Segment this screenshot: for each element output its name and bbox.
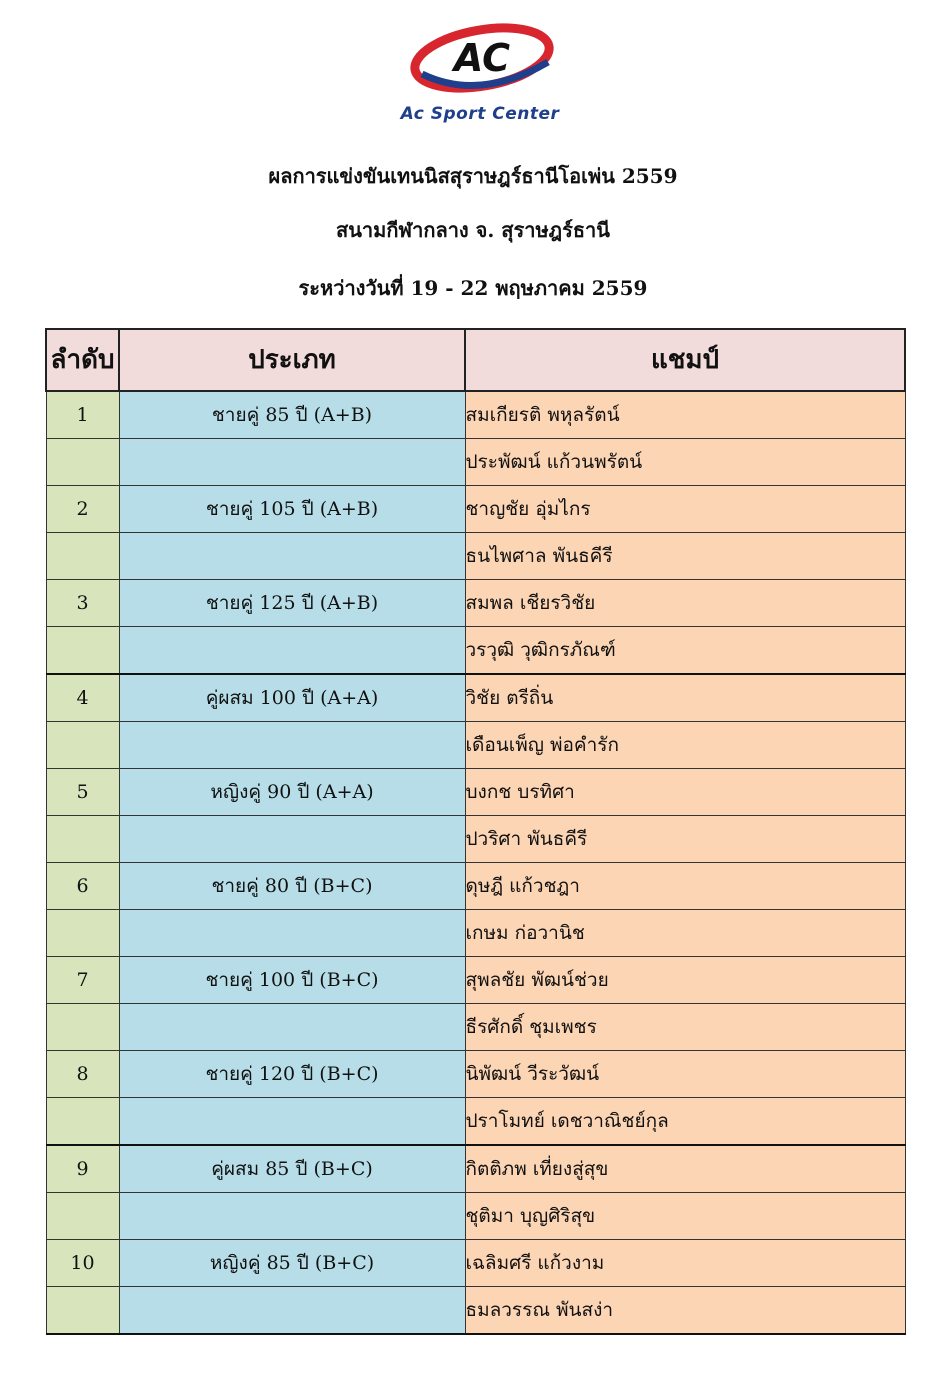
champion-cell: บงกช บรทิศา	[465, 769, 905, 816]
category-cell-empty	[119, 816, 465, 863]
table-row	[46, 1193, 905, 1240]
champion-cell: วิชัย ตรีถิ่น	[465, 674, 905, 722]
dates-line: ระหว่างวันที่ 19 - 22 พฤษภาคม 2559	[298, 276, 648, 300]
category-cell-empty	[119, 439, 465, 486]
champion-cell: เกษม ก่อวานิช	[465, 910, 905, 957]
table-row	[46, 439, 905, 486]
table-row	[46, 863, 905, 910]
rank-cell: 6	[46, 863, 119, 910]
category-cell: ชายคู่ 105 ปี (A+B)	[119, 486, 465, 533]
rank-cell: 10	[46, 1240, 119, 1287]
column-header-rank: ลำดับ	[46, 329, 119, 391]
champion-cell: นิพัฒน์ วีระวัฒน์	[465, 1051, 905, 1098]
rank-cell-empty	[46, 627, 119, 675]
champion-cell: วรวุฒิ วุฒิกรภัณฑ์	[465, 627, 905, 675]
rank-cell: 4	[46, 674, 119, 722]
venue-line: สนามกีฬากลาง จ. สุราษฎร์ธานี	[336, 218, 610, 242]
category-cell: คู่ผสม 85 ปี (B+C)	[119, 1145, 465, 1193]
rank-cell: 2	[46, 486, 119, 533]
results-table	[45, 328, 906, 1335]
rank-cell: 8	[46, 1051, 119, 1098]
page-title: ผลการแข่งขันเทนนิสสุราษฎร์ธานีโอเพ่น 2559	[268, 164, 678, 188]
table-row	[46, 1287, 905, 1335]
category-cell: ชายคู่ 120 ปี (B+C)	[119, 1051, 465, 1098]
rank-cell-empty	[46, 1098, 119, 1146]
table-row	[46, 533, 905, 580]
rank-cell: 9	[46, 1145, 119, 1193]
category-cell: คู่ผสม 100 ปี (A+A)	[119, 674, 465, 722]
column-header-champion: แชมป์	[465, 329, 905, 391]
rank-cell-empty	[46, 1004, 119, 1051]
table-row	[46, 627, 905, 675]
rank-cell-empty	[46, 533, 119, 580]
table-row	[46, 816, 905, 863]
rank-cell: 5	[46, 769, 119, 816]
logo-mark: AC	[453, 36, 511, 80]
column-header-category: ประเภท	[119, 329, 465, 391]
results-body	[46, 391, 905, 1334]
table-row	[46, 486, 905, 533]
table-row	[46, 910, 905, 957]
champion-cell: ดุษฎี แก้วชฎา	[465, 863, 905, 910]
category-cell: หญิงคู่ 85 ปี (B+C)	[119, 1240, 465, 1287]
logo-name: Ac Sport Center	[400, 104, 560, 124]
champion-cell: กิตติภพ เที่ยงสู่สุข	[465, 1145, 905, 1193]
ac-sport-center-logo	[370, 14, 590, 132]
champion-cell: ปวริศา พันธคีรี	[465, 816, 905, 863]
champion-cell: สมเกียรติ พหุลรัตน์	[465, 391, 905, 439]
category-cell-empty	[119, 910, 465, 957]
champion-cell: เดือนเพ็ญ พ่อคำรัก	[465, 722, 905, 769]
champion-cell: ปราโมทย์ เดชวาณิชย์กุล	[465, 1098, 905, 1146]
category-cell-empty	[119, 627, 465, 675]
table-row	[46, 957, 905, 1004]
champion-cell: ธีรศักดิ์ ชุมเพชร	[465, 1004, 905, 1051]
rank-cell: 1	[46, 391, 119, 439]
champion-cell: เฉลิมศรี แก้วงาม	[465, 1240, 905, 1287]
table-row	[46, 1145, 905, 1193]
category-cell-empty	[119, 1098, 465, 1146]
table-row	[46, 1098, 905, 1146]
category-cell: ชายคู่ 125 ปี (A+B)	[119, 580, 465, 627]
table-row	[46, 1051, 905, 1098]
table-row	[46, 580, 905, 627]
champion-cell: สุพลชัย พัฒน์ช่วย	[465, 957, 905, 1004]
champion-cell: สมพล เชียรวิชัย	[465, 580, 905, 627]
ac-logo-icon	[370, 14, 590, 98]
category-cell: ชายคู่ 100 ปี (B+C)	[119, 957, 465, 1004]
rank-cell-empty	[46, 816, 119, 863]
table-row	[46, 1004, 905, 1051]
rank-cell: 3	[46, 580, 119, 627]
table-row	[46, 1240, 905, 1287]
champion-cell: ธนไพศาล พันธคีรี	[465, 533, 905, 580]
rank-cell-empty	[46, 1287, 119, 1335]
category-cell: ชายคู่ 80 ปี (B+C)	[119, 863, 465, 910]
rank-cell-empty	[46, 722, 119, 769]
category-cell-empty	[119, 1004, 465, 1051]
category-cell-empty	[119, 722, 465, 769]
rank-cell-empty	[46, 1193, 119, 1240]
rank-cell-empty	[46, 910, 119, 957]
champion-cell: ธมลวรรณ พันสง่า	[465, 1287, 905, 1335]
category-cell: ชายคู่ 85 ปี (A+B)	[119, 391, 465, 439]
champion-cell: ประพัฒน์ แก้วนพรัตน์	[465, 439, 905, 486]
category-cell-empty	[119, 533, 465, 580]
champion-cell: ชุติมา บุญศิริสุข	[465, 1193, 905, 1240]
table-row	[46, 391, 905, 439]
category-cell-empty	[119, 1287, 465, 1335]
table-header-row	[46, 329, 905, 391]
rank-cell: 7	[46, 957, 119, 1004]
category-cell-empty	[119, 1193, 465, 1240]
table-row	[46, 722, 905, 769]
rank-cell-empty	[46, 439, 119, 486]
category-cell: หญิงคู่ 90 ปี (A+A)	[119, 769, 465, 816]
champion-cell: ชาญชัย อุ่มไกร	[465, 486, 905, 533]
table-row	[46, 674, 905, 722]
table-row	[46, 769, 905, 816]
